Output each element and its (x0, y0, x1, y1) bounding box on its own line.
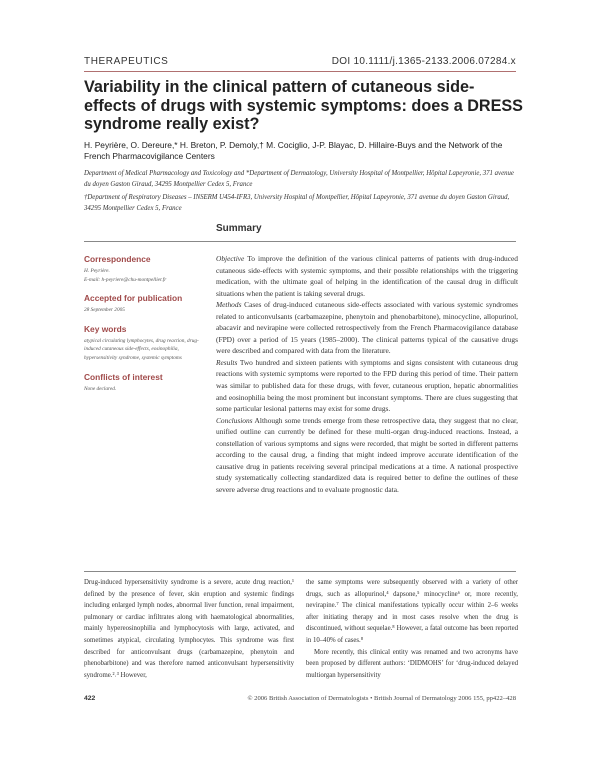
header-divider (84, 71, 516, 72)
body-paragraph-2: the same symptoms were subsequently observed with a variety of other drugs, such as allopurinol,⁴ dapsone,⁵ minocycline⁶ or, more recently, nevirapine.⁷ The clinical manifestations typically occur within 2–6 weeks after initiating therapy and in most cases resolve when the drug is discontinued, without sequelae.⁸ However, a fatal outcome has been reported in 10–40% of cases.⁸ (306, 579, 518, 644)
correspondence-email[interactable]: E-mail: h-peyriere@chu-montpellier.fr (84, 276, 167, 283)
accepted-heading: Accepted for publication (84, 293, 183, 304)
correspondence-name: H. Peyrière. (84, 268, 110, 274)
body-column-right (306, 577, 518, 681)
abstract-objective (216, 253, 518, 299)
summary-heading: Summary (216, 223, 262, 234)
body-paragraph-3: More recently, this clinical entity was renamed and two acronyms have been proposed by different authors: ‘DIDMOHS’ for ‘drug-induced delayed multiorgan hypersensitivity (306, 648, 518, 679)
methods-text: Cases of drug-induced cutaneous side-effects associated with various systemic syndromes related to anticonvulsants (carbamazepine, phenytoin and phenobarbitone), minocycline, allopurinol, abacavir and nevirapine were collected retrospectively from the French Pharmacovigilance database (FPD) over a period of 15 years (1985–2000). The clinical patterns typical of the causative drugs were described and compared with data from the literature. (216, 300, 518, 356)
doi-link[interactable]: DOI 10.1111/j.1365-2133.2006.07284.x (331, 56, 516, 67)
author-list: H. Peyrière, O. Dereure,* H. Breton, P. Demoly,† M. Cociglio, J-P. Blayac, D. Hillaire-Buys and the Network of the French Pharmacovigilance Centers (84, 140, 503, 161)
summary-divider (84, 241, 516, 242)
accepted-block (84, 293, 204, 315)
body-paragraph-1: Drug-induced hypersensitivity syndrome is a severe, acute drug reaction,¹ defined by the presence of fever, skin eruption and systemic findings including enlarged lymph nodes, abnormal liver function, renal impairment, pulmonary or cardiac infiltrates along with haematological abnormalities, mainly hypereosinophilia and lymphocytosis with large, activated, and sometimes atypical, circulating lymphocytes. This syndrome was first described for anticonvulsant drugs (carbamazepine, phenytoin and phenobarbitone) and was therefore named anticonvulsant hypersensitivity syndrome.²˒³ However, (84, 579, 294, 679)
conclusions-label: Conclusions (216, 415, 253, 425)
conflicts-heading: Conflicts of interest (84, 371, 163, 382)
abstract-divider (84, 571, 516, 572)
keywords-list: atypical circulating lymphocytes, drug reaction, drug-induced cutaneous side-effects, eosinophilia, hypersensitivity syndrome, systemic symptoms (84, 337, 199, 361)
affiliation-2: †Department of Respiratory Diseases – INSERM U454-IFR3, University Hospital of Montpellier, Hôpital Lapeyronie, 371 avenue du doyen Gaston Giraud, 34295 Montpellier Cedex 5, France (84, 194, 510, 212)
running-header (84, 54, 516, 70)
results-text: Two hundred and sixteen patients with symptoms and signs consistent with cutaneous drug reactions with systemic symptoms were reported to the FPD during this period of time. Their pattern was similar to published data for these drugs, with fever, cutaneous eruption, hepatic abnormalities and eosinophilia being the most prominent but inconstant symptoms. There are clues suggesting that some particular lesional patterns may exist for some drugs. (216, 357, 518, 414)
correspondence-block (84, 254, 204, 284)
abstract-methods (216, 299, 518, 357)
keywords-heading: Key words (84, 323, 127, 334)
objective-text: To improve the definition of the various clinical patterns of patients with drug-induced cutaneous side-effects with systemic symptoms, and their possible relationships with the triggering medication, with the ultimate goal of helping in the identification of the causal drug in difficult situations when the patient is taking several drugs. (216, 254, 518, 298)
methods-label: Methods (216, 300, 242, 310)
abstract-results (216, 357, 518, 415)
results-label: Results (216, 357, 238, 367)
article-sidebar (84, 254, 204, 402)
conflicts-text: None declared. (84, 385, 117, 392)
correspondence-heading: Correspondence (84, 254, 151, 264)
body-column-left (84, 577, 294, 681)
article-title: Variability in the clinical pattern of cutaneous side-effects of drugs with systemic symptoms: does a DRESS syndrome really exist? (84, 78, 523, 133)
abstract (216, 253, 518, 495)
page-footer (84, 695, 516, 707)
accepted-date: 28 September 2005 (84, 307, 125, 314)
page-number: 422 (84, 695, 96, 702)
conflicts-block (84, 372, 204, 394)
copyright-line: © 2006 British Association of Dermatologists • British Journal of Dermatology 2006 155, pp422–428 (247, 695, 516, 702)
conclusions-text: Although some trends emerge from these retrospective data, they suggest that no clear, unified outline can currently be defined for these multi-organ drug-induced reactions. Instead, a constellation of various symptoms and signs were recorded, that might be sorted in different patterns according to the causal drug, a finding that might indeed improve accurate identification of the causative drug in patients receiving several principal medications at a time. A national prospective study systematically collecting standardized data is required better to define the outlines of these severe adverse drug reactions and to evaluate prognostic data. (216, 415, 518, 494)
affiliation-1: Department of Medical Pharmacology and Toxicology and *Department of Dermatology, University Hospital of Montpellier, Hôpital Lapeyronie, 371 avenue du doyen Gaston Giraud, 34295 Montpellier Cedex 5, France (84, 170, 514, 188)
objective-label: Objective (216, 254, 245, 263)
section-label: THERAPEUTICS (84, 56, 169, 67)
abstract-conclusions (216, 415, 518, 496)
keywords-block (84, 324, 204, 363)
affiliations (84, 168, 520, 216)
